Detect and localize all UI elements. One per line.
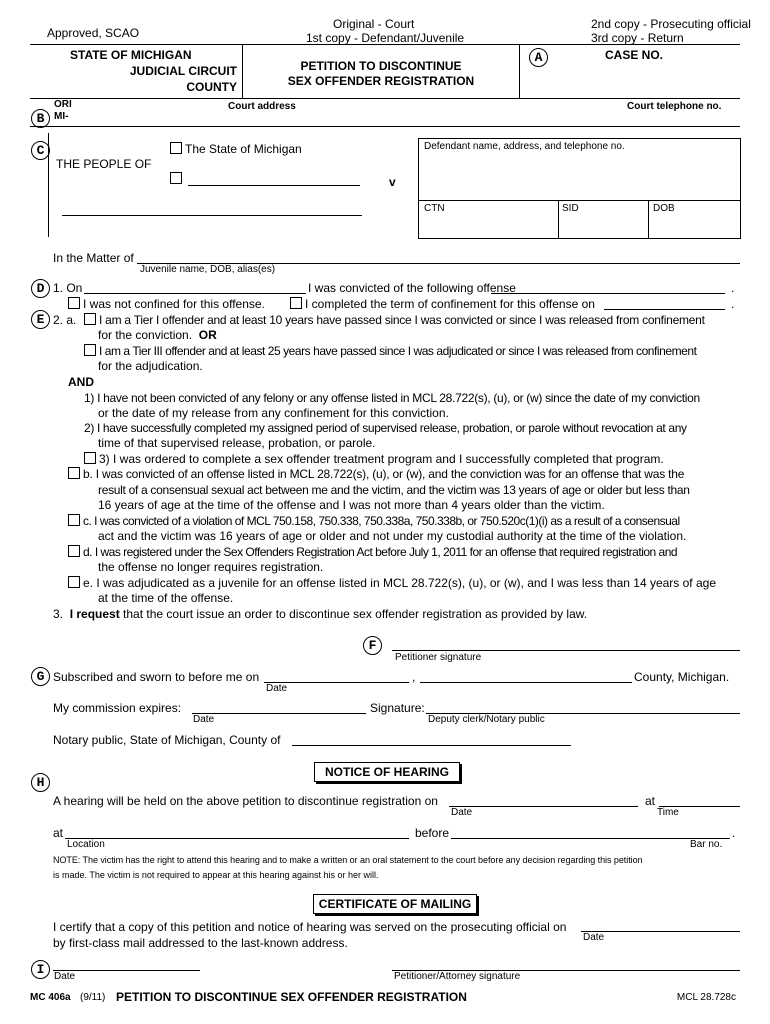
matter-label: In the Matter of [53,251,134,265]
completed-date-field[interactable] [604,309,725,310]
form-revision: (9/11) [80,992,106,1003]
completed-term-checkbox[interactable] [290,297,302,309]
form-title-line1: PETITION TO DISCONTINUE [300,59,462,73]
state-checkbox[interactable] [170,142,182,154]
county-label: COUNTY [186,80,237,94]
not-confined-label: I was not confined for this offense. [83,297,265,311]
court-phone-label: Court telephone no. [627,101,722,112]
people-of-label: THE PEOPLE OF [56,157,152,171]
item1-period2: . [731,297,735,311]
option-b-line2: result of a consensual sexual act between me and the victim, and the victim was 13 years of age or older but less than [98,483,690,497]
hearing-text: A hearing will be held on the above petition to discontinue registration on [53,794,438,808]
tier3-checkbox[interactable] [84,344,96,356]
attorney-signature-label: Petitioner/Attorney signature [394,971,521,982]
tier1-line2: for the conviction. [98,328,193,342]
defendant-label: Defendant name, address, and telephone no. [424,141,625,152]
commission-label: My commission expires: [53,701,182,715]
footer-title: PETITION TO DISCONTINUE SEX OFFENDER REGISTRATION [116,990,467,1004]
completed-term-label: I completed the term of confinement for this offense on [305,297,595,311]
ori-label: ORI [54,99,72,110]
location-field[interactable] [65,838,409,839]
mailing-line2: by first-class mail addressed to the last-known address. [53,936,348,950]
signature-label: Signature: [370,701,425,715]
sub2-line1: 2) I have successfully completed my assigned period of supervised release, probation, or parole without revocation at any [84,421,687,435]
sub1-line2: or the date of my release from any confinement for this conviction. [98,406,449,420]
hearing-date-field[interactable] [449,806,638,807]
county-michigan-label: County, Michigan. [634,670,730,684]
before-label: before [415,826,450,840]
option-e[interactable] [68,576,716,590]
case-no-label: CASE NO. [605,48,664,62]
sub1-line1: 1) I have not been convicted of any felony or any offense listed in MCL 28.722(s), (u), or (w) since the date of my conviction [84,391,700,405]
header-bottom-rule [30,126,740,127]
option-e-line2: at the time of the offense. [98,591,234,605]
form-code: MC 406a [30,992,71,1003]
defendant-box[interactable] [418,138,741,239]
footer-mcl: MCL 28.728c [676,992,736,1003]
not-confined-option[interactable] [68,297,265,311]
item3-rest: that the court issue an order to discontinue sex offender registration as provided by law. [119,607,588,621]
petitioner-signature-field[interactable] [392,650,740,651]
marker-h: H [31,773,50,792]
notary-county-field[interactable] [292,745,571,746]
marker-d: D [31,279,50,298]
location-label: Location [67,839,105,850]
marker-g: G [31,667,50,686]
completed-term-option[interactable] [290,297,595,311]
option-e-line1: e. I was adjudicated as a juvenile for an offense listed in MCL 28.722(s), (u), or (w), and I was less than 14 years of age [83,576,716,590]
notice-title: NOTICE OF HEARING [314,762,460,782]
commission-date-field[interactable] [192,713,366,714]
hearing-date-label: Date [451,807,473,818]
judge-field[interactable] [451,838,730,839]
copy-original: Original - Court [333,17,415,31]
sub3-option[interactable] [84,452,664,466]
option-b-line1: b. I was convicted of an offense listed in MCL 28.722(s), (u), or (w), and the conviction was for an offense that was the [83,467,685,481]
other-people-field[interactable] [188,185,360,186]
marker-i: I [31,960,50,979]
option-d-line1: d. I was registered under the Sex Offenders Registration Act before July 1, 2011 for an offense that required registration and [83,545,678,559]
mailing-title: CERTIFICATE OF MAILING [313,894,477,914]
offense-field[interactable] [491,293,725,294]
people-extra-field[interactable] [62,215,362,216]
sub2-line2: time of that supervised release, probation, or parole. [98,436,376,450]
option-b[interactable] [68,467,684,481]
sub3-checkbox[interactable] [84,452,96,464]
other-people-option[interactable] [170,172,185,186]
and-label: AND [68,375,94,389]
court-address-label: Court address [228,101,296,112]
marker-e: E [31,310,50,329]
option-c-line1: c. I was convicted of a violation of MCL 750.158, 750.338, 750.338a, 750.338b, or 750.520c(1)(i) as a result of a consensual [83,514,680,528]
note-line2: is made. The victim is not required to appear at this hearing against his or her will. [53,870,379,880]
matter-sub-label: Juvenile name, DOB, alias(es) [140,264,276,275]
item2a-num: 2. a. [53,313,77,327]
deputy-label: Deputy clerk/Notary public [428,714,545,725]
item1-convicted: I was convicted of the following offense [308,281,516,295]
option-b-line3: 16 years of age at the time of the offense and I was not more than 4 years older than the victim. [98,498,605,512]
petitioner-signature-label: Petitioner signature [395,652,482,663]
bar-no-label: Bar no. [690,839,723,850]
tier3-line1: I am a Tier III offender and at least 25 years have passed since I was adjudicated or since I was released from confinement [99,344,697,358]
marker-b: B [31,109,50,128]
conviction-date-field[interactable] [84,293,306,294]
state-label: STATE OF MICHIGAN [70,48,192,62]
option-e-checkbox[interactable] [68,576,80,588]
sworn-date-label: Date [266,683,288,694]
tier3-line2: for the adjudication. [98,359,203,373]
tier1-option[interactable] [84,313,705,327]
sub3-label: 3) I was ordered to complete a sex offender treatment program and I successfully completed that program. [99,452,664,466]
tier1-checkbox[interactable] [84,313,96,325]
tier1-line2-wrap [98,328,217,342]
defendant-id-rule [418,200,740,201]
option-d-line2: the offense no longer requires registration. [98,560,324,574]
copy-first: 1st copy - Defendant/Juvenile [306,31,465,45]
copy-second: 2nd copy - Prosecuting official [591,17,751,31]
marker-a: A [529,48,548,67]
hearing-time-label: Time [657,807,679,818]
item3 [53,607,587,621]
state-option[interactable] [170,142,302,156]
mi-label: MI- [54,111,69,122]
circuit-label: JUDICIAL CIRCUIT [129,64,237,78]
or-label: OR [198,328,217,342]
ctn-label: CTN [424,203,445,214]
commission-date-label: Date [193,714,215,725]
notary-county-label: Notary public, State of Michigan, County of [53,733,281,747]
form-title-line2: SEX OFFENDER REGISTRATION [287,74,475,88]
item3-num: 3. [53,607,64,621]
mailing-date-field[interactable] [581,931,740,932]
option-c-checkbox[interactable] [68,514,80,526]
hearing-at-label: at [645,794,656,808]
header-mid-rule [30,98,740,99]
option-c-line2: act and the victim was 16 years of age or older and not under my custodial authority at the time of the violation. [98,529,687,543]
sworn-county-field[interactable] [420,682,632,683]
sid-dob-divider [648,200,649,238]
marker-c: C [31,141,50,160]
option-d[interactable] [68,545,677,559]
header-top-rule [30,44,740,45]
note-line1: NOTE: The victim has the right to attend this hearing and to make a written or an oral statement to the court before any decision regarding this petition [53,855,643,865]
mailing-line1: I certify that a copy of this petition and notice of hearing was served on the prosecuting official on [53,920,567,934]
approved-label: Approved, SCAO [47,26,140,40]
state-option-label: The State of Michigan [185,142,302,156]
sworn-comma: , [412,670,416,684]
before-period: . [732,826,736,840]
mailing-date-label: Date [583,932,605,943]
tier1-line1: I am a Tier I offender and at least 10 years have passed since I was convicted or since I was released from confinement [99,313,705,327]
location-at-label: at [53,826,64,840]
mailing-sign-date-label: Date [54,971,76,982]
option-d-checkbox[interactable] [68,545,80,557]
ctn-sid-divider [558,200,559,238]
item1-on: 1. On [53,281,83,295]
marker-f: F [363,636,382,655]
copy-third: 3rd copy - Return [591,31,684,45]
tier3-option[interactable] [84,344,696,358]
option-c[interactable] [68,514,680,528]
item3-bold: I request [69,607,120,621]
dob-label: DOB [653,203,675,214]
header-divider-2 [519,44,520,98]
versus-label: v [389,175,396,189]
subscribed-label: Subscribed and sworn to before me on [53,670,260,684]
sid-label: SID [562,203,579,214]
item1-period: . [731,281,735,295]
not-confined-checkbox[interactable] [68,297,80,309]
option-b-checkbox[interactable] [68,467,80,479]
other-people-checkbox[interactable] [170,172,182,184]
